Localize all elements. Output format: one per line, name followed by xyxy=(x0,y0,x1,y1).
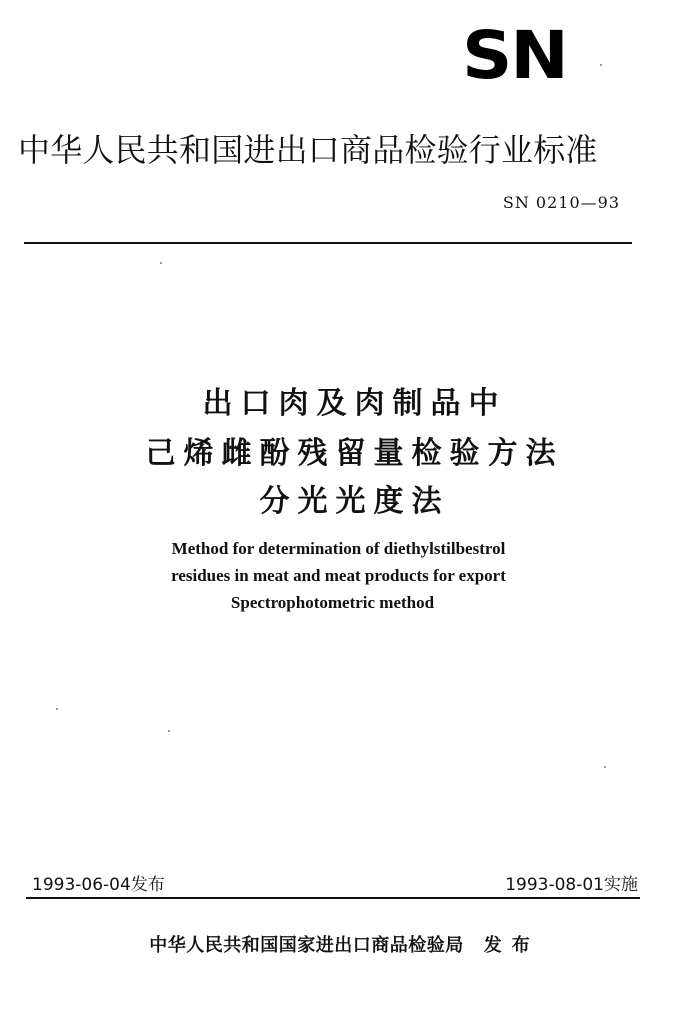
publisher-action: 发布 xyxy=(483,935,540,956)
scan-speck xyxy=(56,708,58,710)
scan-speck xyxy=(600,64,602,66)
chinese-title-line-3: 分光光度法 xyxy=(259,484,450,519)
publisher-line xyxy=(0,933,689,959)
standard-category-title: 中华人民共和国进出口商品检验行业标准 xyxy=(18,131,598,169)
footer-divider xyxy=(26,897,640,899)
issue-date: 1993-06-04发布 xyxy=(32,875,165,895)
header-divider xyxy=(24,242,632,244)
scan-speck xyxy=(604,766,606,768)
scan-speck xyxy=(160,262,162,264)
scan-speck xyxy=(168,730,170,732)
standard-number: SN 0210—93 xyxy=(502,193,620,212)
implementation-date: 1993-08-01实施 xyxy=(505,875,638,895)
sn-logo: SN xyxy=(462,17,567,94)
chinese-title-line-2: 己烯雌酚残留量检验方法 xyxy=(145,436,564,471)
chinese-title-line-1: 出口肉及肉制品中 xyxy=(202,386,507,421)
english-title-line-1: Method for determination of diethylstilbestrol xyxy=(171,539,506,558)
english-title-line-2: residues in meat and meat products for export xyxy=(171,566,506,585)
english-title-line-3: Spectrophotometric method xyxy=(230,593,435,612)
publisher-organization: 中华人民共和国国家进出口商品检验局 xyxy=(149,935,464,956)
